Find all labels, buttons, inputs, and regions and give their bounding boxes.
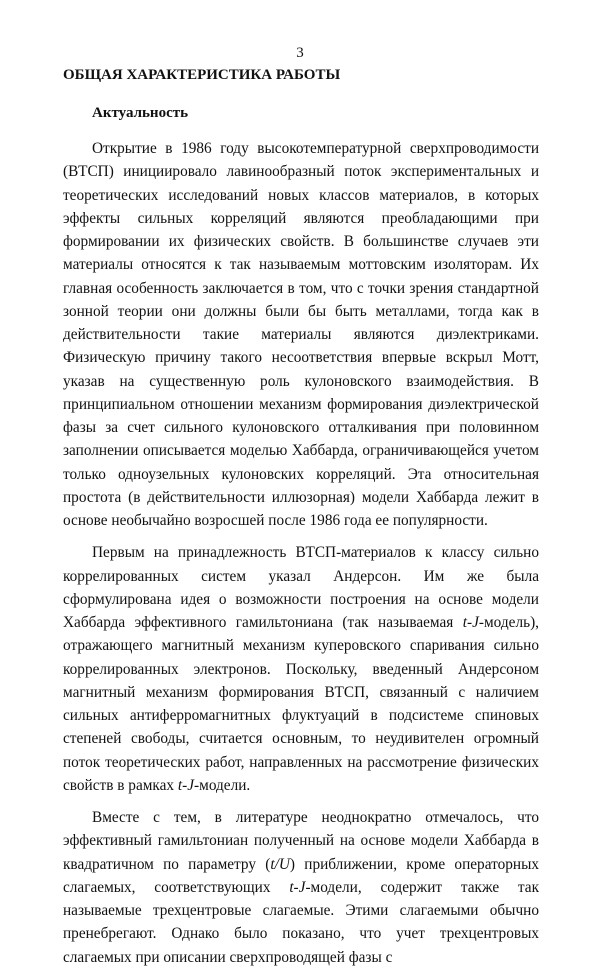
section-title: ОБЩАЯ ХАРАКТЕРИСТИКА РАБОТЫ — [63, 67, 341, 83]
paragraph: Вместе с тем, в литературе неоднократно отмечалось, что эффективный гамильтониан полученный на основе модели Хаббарда в квадратичном по параметру (t/U) приближении, кроме операторных слагаемых, соответствующих t-J-модели, содержит также так называемые трехцентровые слагаемые. Этими слагаемыми обычно пренебрегают. Однако было показано, что учет трехцентровых слагаемых при описании сверхпроводящей фазы с — [63, 809, 540, 966]
paragraph: Открытие в 1986 году высокотемпературной сверхпроводимости (ВТСП) инициировало лавинообразный поток экспериментальных и теоретических исследований новых классов материалов, в которых эффекты сильных корреляций являются преобладающими при формировании их физических свойств. В большинстве случаев эти материалы относятся к так называемым моттовским изоляторам. Их главная особенность заключается в том, что с точки зрения стандартной зонной теории они должны были бы быть металлами, тогда как в действительности такие материалы являются диэлектриками. Физическую причину такого несоответствия впервые вскрыл Мотт, указав на существенную роль кулоновского взаимодействия. В принципиальном отношении механизм формирования диэлектрической фазы за счет сильного кулоновского отталкивания при половинном заполнении описывается моделью Хаббарда, ограничивающейся учетом только одноузельных кулоновских корреляций. Эта относительная простота (в действительности иллюзорная) модели Хаббарда лежит в основе необычайно возросшей после 1986 года ее популярности. — [63, 140, 539, 529]
subsection-title: Актуальность — [92, 105, 189, 121]
paragraph: Первым на принадлежность ВТСП-материалов к классу сильно коррелированных систем указал Андерсон. Им же была сформулирована идея о возможности построения на основе модели Хаббарда эффективного гамильтониана (так называемая t-J-модель), отражающего магнитный механизм куперовского спаривания сильно коррелированных электронов. Поскольку, введенный Андерсоном магнитный механизм формирования ВТСП, связанный с наличием сильных антиферромагнитных флуктуаций в подсистеме спиновых степеней свободы, считается основным, то неудивителен огромный поток теоретических работ, направленных на рассмотрение физических свойств в рамках t-J-модели. — [63, 544, 539, 794]
page-number: 3 — [296, 45, 304, 61]
